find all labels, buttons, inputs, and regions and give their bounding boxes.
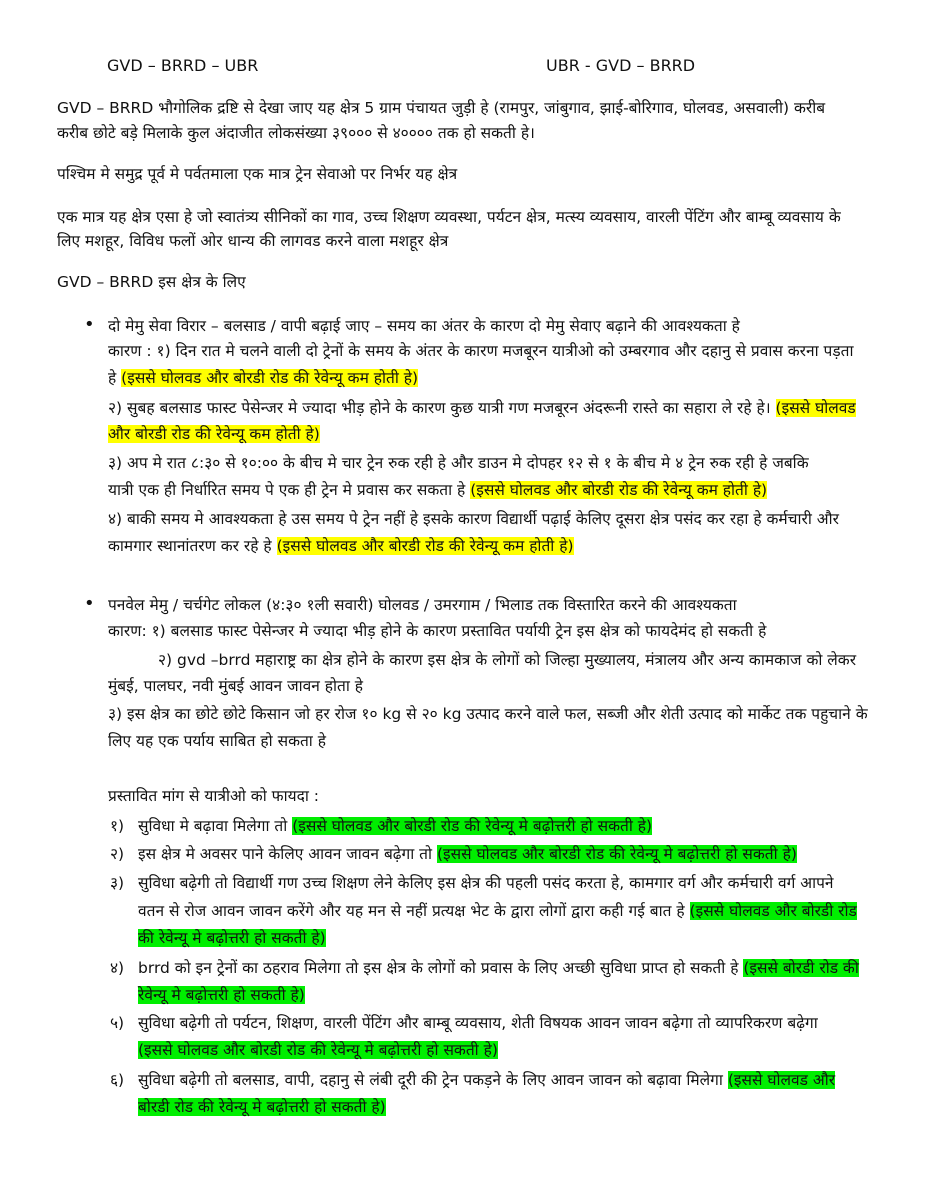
intro-paragraph-4: GVD – BRRD इस क्षेत्र के लिए [57, 273, 246, 291]
benefit-number: ६) [110, 1071, 125, 1089]
benefit-item-6-line-1-text: सुविधा बढ़ेगी तो बलसाड, वापी, दहानु से लंबी दूरी की ट्रेन पकड़ने के लिए आवन जावन को बढ़ावा मिलेगा [138, 1071, 723, 1089]
highlight-yellow: (इससे घोलवड [775, 399, 856, 417]
intro-paragraph-3-line-2: लिए मशहूर, विविध फलों ओर धान्य की लागवड करने वाला मशहूर क्षेत्र [57, 232, 449, 250]
bullet1-line-2: कारण : १) दिन रात मे चलने वाली दो ट्रेनों के समय के अंतर के कारण मजबूरन यात्रीओ को उम्बरगाव और दहानु से प्रवास करना पड़ता [108, 342, 854, 360]
bullet2-line-6: लिए यह एक पर्याय साबित हो सकता हे [108, 732, 326, 750]
benefit-item-5-line-2 [138, 1039, 498, 1061]
intro-paragraph-1-line-2: करीब छोटे बड़े मिलाके कुल अंदाजीत लोकसंख्या ३९००० से ४०००० तक हो सकती हे। [57, 124, 535, 142]
bullet1-line-6: ३) अप मे रात ८:३० से १०:०० के बीच मे चार ट्रेन रुक रही हे और डाउन मे दोपहर १२ से १ के बीच मे ४ ट्रेन रुक रही हे जबकि [108, 454, 809, 472]
highlight-green: (इससे घोलवड और [727, 1071, 836, 1089]
benefit-item-3-line-1: सुविधा बढ़ेगी तो विद्यार्थी गण उच्च शिक्षण लेने केलिए इस क्षेत्र की पहली पसंद करता हे, कामगार वर्ग और कर्मचारी वर्ग आपने [138, 874, 834, 892]
benefit-number: ३) [110, 874, 125, 892]
highlight-green: (इससे घोलवड और बोरडी रोड की रेवेन्यू मे बढ़ोत्तरी हो सकती हे) [292, 817, 653, 835]
bullet1-line-3 [108, 367, 418, 389]
bullet2-line-3: २) gvd –brrd महाराष्ट्र का क्षेत्र होने के कारण इस क्षेत्र के लोगों को जिल्हा मुख्यालय, मंत्रालय और अन्य कामकाज को लेकर [158, 651, 857, 669]
bullet-dot: • [84, 593, 95, 614]
benefit-item-2 [138, 843, 797, 865]
benefit-item-6-line-2 [138, 1096, 386, 1118]
benefit-item-4-line-1 [138, 957, 859, 979]
bullet1-line-9-text: कामगार स्थानांतरण कर रहे हे [108, 537, 272, 555]
bullet2-line-5: ३) इस क्षेत्र का छोटे छोटे किसान जो हर रोज १० kg से २० kg उत्पाद करने वाले फल, सब्जी और शेती उत्पाद को मार्केट तक पहुचाने के [108, 705, 868, 723]
bullet1-line-4 [108, 397, 856, 419]
benefit-number: ४) [110, 959, 125, 977]
bullet1-line-3-text: हे [108, 369, 117, 387]
bullet-dot: • [84, 314, 95, 335]
benefit-item-6-line-1 [138, 1069, 835, 1091]
intro-paragraph-1-line-1: GVD – BRRD भौगोलिक द्रष्टि से देखा जाए यह क्षेत्र 5 ग्राम पंचायत जुड़ी हे (रामपुर, जांबुगाव, झाई-बोरिगाव, घोलवड, असवाली) करीब [57, 99, 826, 117]
benefit-item-2-text: इस क्षेत्र मे अवसर पाने केलिए आवन जावन बढ़ेगा तो [138, 845, 433, 863]
highlight-green: (इससे घोलवड और बोरडी रोड की रेवेन्यू मे बढ़ोत्तरी हो सकती हे) [436, 845, 797, 863]
benefit-number: २) [110, 845, 125, 863]
bullet1-line-9 [108, 535, 574, 557]
intro-paragraph-2: पश्चिम मे समुद्र पूर्व मे पर्वतमाला एक मात्र ट्रेन सेवाओ पर निर्भर यह क्षेत्र [57, 165, 458, 183]
highlight-green: रेवेन्यू मे बढ़ोत्तरी हो सकती हे) [138, 986, 305, 1004]
highlight-yellow: (इससे घोलवड और बोरडी रोड की रेवेन्यू कम होती हे) [470, 481, 768, 499]
bullet2-line-4: मुंबई, पालघर, नवी मुंबई आवन जावन होता हे [108, 677, 363, 695]
bullet1-line-5 [108, 423, 320, 445]
intro-paragraph-3-line-1: एक मात्र यह क्षेत्र एसा हे जो स्वातंत्र्य सीनिकों का गाव, उच्च शिक्षण व्यवस्था, पर्यटन क्षेत्र, मत्स्य व्यवसाय, वारली पेंटिंग और बाम्बू व्यवसाय के [57, 208, 841, 226]
benefits-heading: प्रस्तावित मांग से यात्रीओ को फायदा : [108, 787, 319, 805]
bullet2-line-2: कारण: १) बलसाड फास्ट पेसेन्जर मे ज्यादा भीड़ होने के कारण प्रस्तावित पर्यायी ट्रेन इस क्षेत्र को फायदेमंद हो सकती हे [108, 622, 767, 640]
bullet2-line-1: पनवेल मेमु / चर्चगेट लोकल (४:३० १ली सवारी) घोलवड / उमरगाम / भिलाड तक विस्तारित करने की आवश्यकता [108, 596, 737, 614]
benefit-item-1-text: सुविधा मे बढ़ावा मिलेगा तो [138, 817, 288, 835]
highlight-green: (इससे बोरडी रोड की [743, 959, 859, 977]
highlight-green: (इससे घोलवड और बोरडी रोड की रेवेन्यू मे बढ़ोत्तरी हो सकती हे) [138, 1041, 498, 1059]
highlight-green: की रेवेन्यू मे बढ़ोत्तरी हो सकती हे) [138, 929, 326, 947]
benefit-number: १) [110, 817, 125, 835]
benefit-item-4-line-2 [138, 984, 305, 1006]
highlight-green: बोरडी रोड की रेवेन्यू मे बढ़ोत्तरी हो सकती हे) [138, 1098, 386, 1116]
bullet1-line-7 [108, 479, 767, 501]
benefit-number: ५) [110, 1014, 125, 1032]
header-left: GVD – BRRD – UBR [107, 56, 259, 75]
benefit-item-1 [138, 815, 652, 837]
benefit-item-3-line-3 [138, 927, 326, 949]
bullet1-line-7-text: यात्री एक ही निर्धारित समय पे एक ही ट्रेन मे प्रवास कर सकता हे [108, 481, 466, 499]
benefit-item-4-line-1-text: brrd को इन ट्रेनों का ठहराव मिलेगा तो इस क्षेत्र के लोगों को प्रवास के लिए अच्छी सुविधा प्राप्त हो सकती हे [138, 959, 739, 977]
benefit-item-3-line-2-text: वतन से रोज आवन जावन करेंगे और यह मन से नहीं प्रत्यक्ष भेट के द्वारा लोगों द्वारा कही गई बात हे [138, 902, 685, 920]
bullet1-line-4-text: २) सुबह बलसाड फास्ट पेसेन्जर मे ज्यादा भीड़ होने के कारण कुछ यात्री गण मजबूरन अंदरूनी रास्ते का सहारा ले रहे हे। [108, 399, 771, 417]
highlight-green: (इससे घोलवड और बोरडी रोड [689, 902, 857, 920]
bullet1-line-8: ४) बाकी समय मे आवश्यकता हे उस समय पे ट्रेन नहीं हे इसके कारण विद्यार्थी पढ़ाई केलिए दूसरा क्षेत्र पसंद कर रहा हे कर्मचारी और [108, 510, 839, 528]
highlight-yellow: (इससे घोलवड और बोरडी रोड की रेवेन्यू कम होती हे) [121, 369, 419, 387]
benefit-item-5-line-1: सुविधा बढ़ेगी तो पर्यटन, शिक्षण, वारली पेंटिंग और बाम्बू व्यवसाय, शेती विषयक आवन जावन बढ़ेगा तो व्यापरिकरण बढ़ेगा [138, 1014, 818, 1032]
benefit-item-3-line-2 [138, 900, 857, 922]
highlight-yellow: और बोरडी रोड की रेवेन्यू कम होती हे) [108, 425, 320, 443]
header-right: UBR - GVD – BRRD [546, 56, 696, 75]
highlight-yellow: (इससे घोलवड और बोरडी रोड की रेवेन्यू कम होती हे) [276, 537, 574, 555]
bullet1-line-1: दो मेमु सेवा विरार – बलसाड / वापी बढ़ाई जाए – समय का अंतर के कारण दो मेमु सेवाए बढ़ाने की आवश्यकता हे [108, 317, 740, 335]
